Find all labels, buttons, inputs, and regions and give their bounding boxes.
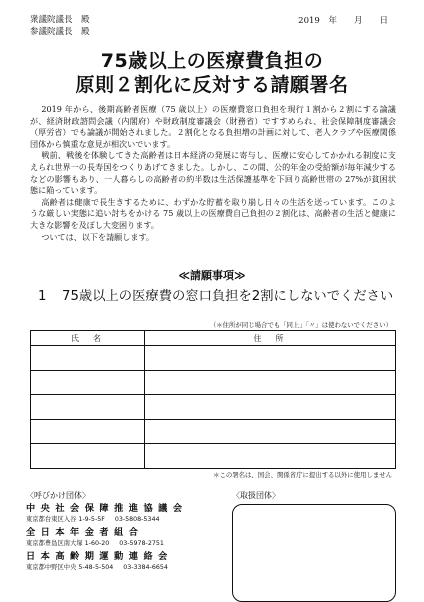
usage-footnote: ＊この署名は、国会、関係省庁に提出する以外に使用しません bbox=[213, 471, 392, 479]
body-paragraph: 高齢者は健康で長生きするために、わずかな貯蓄を取り崩し日々の生活を送っています。このような厳しい実態に追い討ちをかける 75 歳以上の医療費自己負担の２割化は、高齢者の生活と健康に大きな影響を及ぼし大変困ります。 bbox=[30, 196, 396, 230]
signature-row bbox=[31, 370, 396, 395]
organizer-contact bbox=[26, 563, 226, 572]
organizer-address: 東京都中野区中央 5-48-5-504 bbox=[26, 564, 114, 571]
signature-row bbox=[31, 444, 396, 469]
address-cell[interactable] bbox=[145, 419, 396, 444]
table-instruction-note: （＊住所が同じ場合でも「同上」「〃」は使わないでください） bbox=[209, 321, 392, 329]
organizer-name: 中央社会保障推進協議会 bbox=[26, 503, 188, 514]
addressee-lower-house: 衆議院議長 殿 bbox=[30, 15, 90, 25]
body-paragraph: 2019 年から、後期高齢者医療（75 歳以上）の医療費窓口負担を現行１割から２割にする論議が、経済財政諮問会議（内閣府）や財政制度審議会（財務省）ですすめられ、社会保障制度審議会（厚労省）でも論議が開始されました。２割化となる負担増の計画に対して、老人クラブや医療関係団体から慎重な意見が相次いでいます。 bbox=[30, 104, 396, 149]
signature-table bbox=[30, 330, 396, 469]
handling-organization bbox=[232, 490, 396, 602]
name-cell[interactable] bbox=[31, 370, 145, 395]
address-column-header: 住 所 bbox=[145, 331, 396, 346]
petition-body bbox=[30, 104, 396, 243]
petition-item bbox=[38, 285, 393, 304]
organizer-address: 東京都台東区入谷 1-9-5-5F bbox=[26, 516, 105, 523]
body-paragraph: ついては、以下を請願します。 bbox=[41, 231, 154, 242]
address-cell[interactable] bbox=[145, 346, 396, 371]
date-line: 2019 年 月 日 bbox=[298, 16, 388, 26]
organizer-contact bbox=[26, 539, 226, 548]
address-cell[interactable] bbox=[145, 395, 396, 420]
organizer-contact bbox=[26, 515, 226, 524]
title-line-2: 原則２割化に反対する請願署名 bbox=[75, 74, 349, 96]
petition-item-number: 1 bbox=[38, 289, 47, 304]
signature-row bbox=[31, 419, 396, 444]
petition-items-heading: ≪請願事項≫ bbox=[178, 269, 246, 282]
addressee-upper-house: 参議院議長 殿 bbox=[30, 27, 90, 37]
organizer-block bbox=[26, 490, 226, 575]
addressee-block bbox=[30, 14, 90, 38]
signature-row bbox=[31, 346, 396, 371]
organizer-name: 日本高齢期運動連絡会 bbox=[26, 551, 173, 562]
handler-label: 〈取扱団体〉 bbox=[232, 491, 280, 500]
petition-item-text: 75歳以上の医療費の窓口負担を2割にしないでください bbox=[62, 289, 394, 304]
organizer-phone: 03-3384-6654 bbox=[123, 564, 168, 571]
address-cell[interactable] bbox=[145, 370, 396, 395]
name-cell[interactable] bbox=[31, 419, 145, 444]
name-cell[interactable] bbox=[31, 444, 145, 469]
body-paragraph: 戦前、戦後を体験してきた高齢者は日本経済の発展に寄与し、医療に安心してかかれる制度に支えられ世界一の長寿国をつくりあげてきました。しかし、この間、公的年金の受給額が毎年減少するなどの影響もあり、一人暮らしの高齢者の約半数は生活保護基準を下回り高齢世帯の 27%が貧困状態に陥っています。 bbox=[30, 150, 396, 196]
organizer-address: 東京都豊島区南大塚 1-60-20 bbox=[26, 540, 110, 547]
signature-row bbox=[31, 395, 396, 420]
address-cell[interactable] bbox=[145, 444, 396, 469]
organizer-label: 〈呼びかけ団体〉 bbox=[26, 491, 90, 500]
handler-stamp-box bbox=[232, 504, 396, 602]
name-cell[interactable] bbox=[31, 395, 145, 420]
title-line-1: 75歳以上の医療費負担の bbox=[100, 50, 324, 72]
name-column-header: 氏 名 bbox=[31, 331, 145, 346]
name-cell[interactable] bbox=[31, 346, 145, 371]
organizer-name: 全日本年金者組合 bbox=[26, 527, 144, 538]
organizer-phone: 03-5978-2751 bbox=[119, 540, 164, 547]
organizer-phone: 03-5808-5344 bbox=[114, 516, 160, 523]
